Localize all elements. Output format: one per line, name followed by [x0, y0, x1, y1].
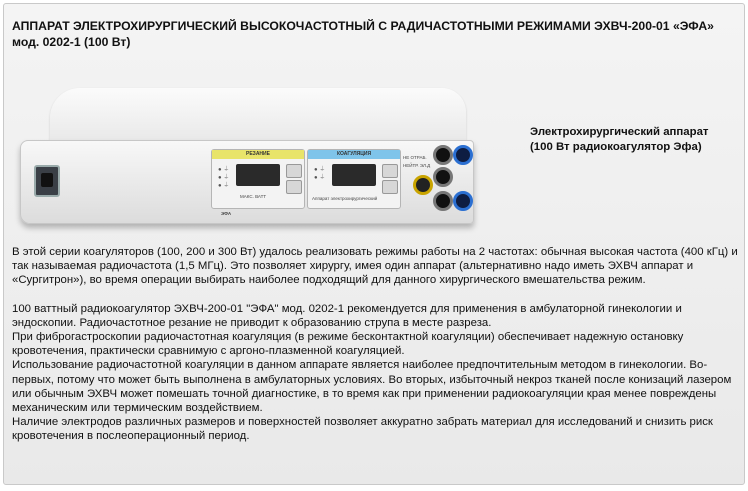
page — [3, 3, 745, 485]
device-front — [20, 140, 474, 224]
device-logo: ЭФА — [221, 211, 232, 216]
caption-line-1: Электрохирургический аппарат — [530, 126, 709, 138]
paragraph: При фиброгастроскопии радиочастотная коагуляция (в режиме бесконтактной коагуляции) обеспечивает надежную остановку кровотечения, практически сравнимую с аргоно-плазменной коагуляцией. — [12, 331, 684, 358]
device-label: Аппарат электрохирургический — [312, 196, 378, 201]
coag-panel — [307, 149, 401, 209]
title-line-2: мод. 0202-1 (100 Вт) — [12, 35, 131, 49]
cut-down-icon — [286, 180, 302, 194]
cut-up-icon — [286, 164, 302, 178]
page-title — [12, 18, 742, 50]
neutral-socket-icon — [413, 175, 433, 195]
mode-indicators-icon: ● ⏚ ● ⏚ ● ⏚ — [218, 167, 230, 189]
description-text — [12, 245, 740, 444]
paragraph: 100 ваттный радиокоагулятор ЭХВЧ-200-01 "ЭФА" мод. 0202-1 рекомендуется для применения в амбулаторной гинекологии и эндоскопии. Радиочастотное резание не приводит к образованию струпа в месте разреза. — [12, 302, 682, 329]
title-line-1: АППАРАТ ЭЛЕКТРОХИРУРГИЧЕСКИЙ ВЫСОКОЧАСТОТНЫЙ С РАДИЧАСТОТНЫМИ РЕЖИМАМИ ЭХВЧ-200-01 «ЭФА» — [12, 19, 714, 33]
indicator-label-2: НЕЙТР. ЭЛ.Д — [403, 163, 431, 168]
paragraph: Наличие электродов различных размеров и поверхностей позволяет аккуратно забрать материал для исследований и снизить риск кровотечения в послеоперационный период. — [12, 416, 713, 443]
cut-panel — [211, 149, 305, 209]
indicator-label-1: НЕ ОТРАБ. — [403, 155, 427, 160]
socket-icon — [433, 191, 453, 211]
power-switch-icon — [34, 165, 60, 197]
paragraph: В этой серии коагуляторов (100, 200 и 300 Вт) удалось реализовать режимы работы на 2 частотах: обычная высокая частота (400 кГц) и так называемая радиочастота (1,5 МГц). Это позволяет хирургу, имея один аппарат (альтернативно надо иметь ЭХВЧ аппарат и «Сургитрон»), во время операции выбирать наиболее подходящий для данного хирургического вмешательства режим. — [12, 246, 738, 287]
caption-line-2: (100 Вт радиокоагулятор Эфа) — [530, 141, 702, 153]
paragraph: Использование радиочастотной коагуляции в данном аппарате является наиболее предпочтительным методом в гинекологии. Во-первых, потому что может быть выполнена в амбулаторных условиях. Во вторых, избыточный некроз тканей после конизаций лазером или обычным ЭХВЧ может помешать точной диагностике, в то время как при применении радиокоагуляции края менее повреждены механическим или термическим воздействием. — [12, 359, 732, 415]
coag-indicators-icon: ● ⏚ ● ⏚ — [314, 167, 326, 181]
cut-max-label: МАКС. ВАТТ — [240, 194, 267, 199]
image-caption — [530, 125, 730, 155]
cut-panel-label: РЕЗАНИЕ — [212, 150, 304, 159]
coag-panel-label: КОАГУЛЯЦИЯ — [308, 150, 400, 159]
coag-display — [332, 164, 376, 186]
socket-blue-icon — [453, 191, 473, 211]
coag-up-icon — [382, 164, 398, 178]
cut-display — [236, 164, 280, 186]
coag-down-icon — [382, 180, 398, 194]
device-image — [12, 70, 502, 242]
socket-icon — [433, 145, 453, 165]
socket-icon — [433, 167, 453, 187]
socket-blue-icon — [453, 145, 473, 165]
